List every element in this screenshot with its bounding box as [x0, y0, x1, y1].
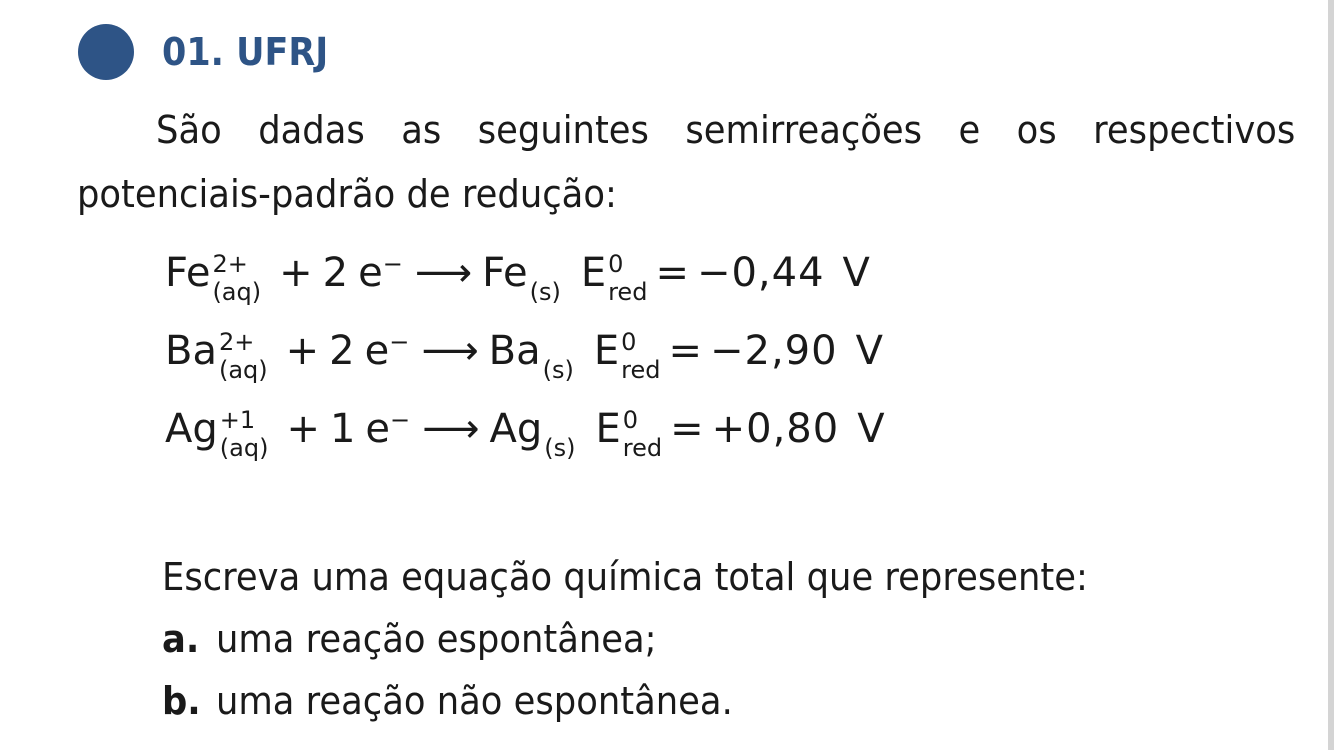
half-reaction-ba — [165, 328, 883, 408]
plus-sign: + — [286, 406, 320, 452]
product-symbol: Fe — [482, 250, 528, 296]
equals-sign: = — [655, 250, 689, 296]
reactant-scripts — [212, 252, 261, 306]
question-item-a — [162, 608, 733, 670]
question-prompt: Escreva uma equação química total que represente: — [162, 555, 1088, 599]
item-label: a. — [162, 617, 200, 661]
electron-symbol — [365, 406, 410, 452]
potential-sub: red — [621, 356, 661, 384]
question-items — [162, 608, 733, 732]
reaction-arrow-icon: ⟶ — [421, 328, 479, 374]
potential-sup: 0 — [608, 250, 624, 278]
item-label: b. — [162, 679, 201, 723]
reactant-symbol: Ag — [165, 406, 218, 452]
potential-sup: 0 — [621, 328, 637, 356]
plus-sign: + — [279, 250, 313, 296]
reactant-symbol: Ba — [165, 328, 217, 374]
electron-letter: e — [358, 250, 383, 296]
potential-unit: V — [842, 250, 870, 296]
potential-unit: V — [857, 406, 885, 452]
reactant-state: (aq) — [212, 278, 262, 306]
reactant-scripts — [220, 408, 269, 462]
reactant-symbol: Fe — [165, 250, 211, 296]
question-header — [78, 22, 343, 82]
potential-symbol: E — [580, 250, 607, 296]
potential-sup: 0 — [622, 406, 639, 434]
potential-symbol: E — [593, 328, 620, 374]
product-state: (s) — [529, 278, 561, 306]
product-state: (s) — [544, 434, 576, 462]
potential-scripts — [621, 330, 660, 384]
potential-value: +0,80 — [711, 406, 840, 452]
electron-coefficient: 2 — [329, 328, 355, 374]
electron-symbol — [365, 328, 410, 374]
potential-value: −2,90 — [709, 328, 838, 374]
half-reaction-ag — [165, 406, 885, 486]
electron-coefficient: 2 — [322, 250, 349, 296]
reaction-arrow-icon: ⟶ — [422, 406, 480, 452]
reactant-charge: +1 — [219, 406, 256, 434]
page-edge — [1328, 0, 1334, 750]
electron-letter: e — [364, 328, 390, 374]
item-text: uma reação espontânea; — [215, 617, 657, 661]
reaction-arrow-icon: ⟶ — [414, 250, 473, 296]
electron-letter: e — [365, 406, 391, 452]
reactant-charge: 2+ — [218, 328, 255, 356]
item-text: uma reação não espontânea. — [215, 679, 733, 723]
question-item-b — [162, 670, 733, 732]
product-state: (s) — [542, 356, 574, 384]
potential-scripts — [623, 408, 662, 462]
product-symbol: Ba — [488, 328, 541, 374]
equals-sign: = — [668, 328, 702, 374]
potential-sub: red — [622, 434, 663, 462]
electron-charge: − — [389, 328, 410, 356]
electron-symbol — [358, 250, 403, 296]
electron-charge: − — [382, 250, 403, 278]
potential-scripts — [608, 252, 647, 306]
potential-unit: V — [855, 328, 883, 374]
potential-value: −0,44 — [696, 250, 825, 296]
intro-paragraph: São dadas as seguintes semirreações e os respectivos potenciais-padrão de redução: — [77, 108, 1296, 216]
reactant-state: (aq) — [219, 434, 269, 462]
product-symbol: Ag — [489, 406, 543, 452]
question-title: 01. UFRJ — [162, 30, 329, 74]
question-bullet-icon — [78, 24, 134, 80]
electron-charge: − — [390, 406, 411, 434]
potential-symbol: E — [595, 406, 621, 452]
reactant-state: (aq) — [218, 356, 268, 384]
equals-sign: = — [670, 406, 704, 452]
half-reaction-fe — [165, 250, 870, 330]
potential-sub: red — [608, 278, 648, 306]
electron-coefficient: 1 — [329, 406, 356, 452]
reactant-charge: 2+ — [212, 250, 248, 278]
reactant-scripts — [219, 330, 268, 384]
plus-sign: + — [285, 328, 320, 374]
